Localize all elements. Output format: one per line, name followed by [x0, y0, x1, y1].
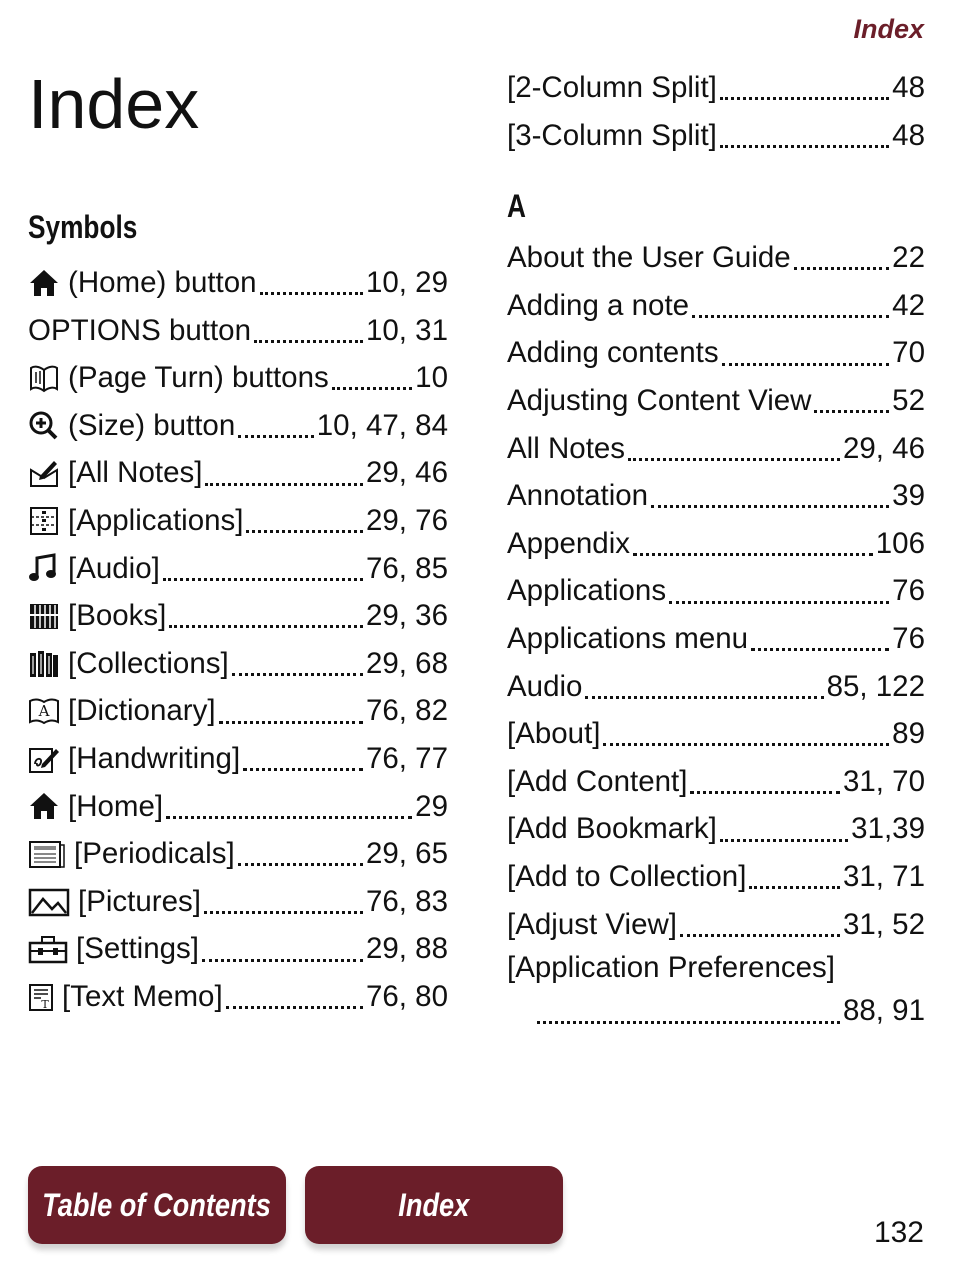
index-entry-applications-text[interactable]: Applications 76 — [507, 574, 925, 608]
index-entry-options-button[interactable]: OPTIONS button 10, 31 — [28, 313, 448, 347]
index-entry-application-preferences[interactable]: [Application Preferences] 88, 91 — [507, 951, 925, 1028]
index-button-label: Index — [398, 1186, 470, 1223]
index-entry-applications[interactable]: [Applications] 29, 76 — [28, 497, 448, 545]
index-entry-handwriting[interactable]: [Handwriting] 76, 77 — [28, 735, 448, 783]
settings-icon — [28, 934, 70, 964]
index-entry-add-content[interactable]: [Add Content] 31, 70 — [507, 764, 925, 798]
zoom-icon — [28, 411, 62, 441]
index-entry-pictures[interactable]: [Pictures] 76, 83 — [28, 878, 448, 926]
index-entry-about[interactable]: [About] 89 — [507, 717, 925, 751]
svg-text:T: T — [41, 997, 49, 1011]
index-entry-all-notes-text[interactable]: All Notes 29, 46 — [507, 431, 925, 465]
page-number: 132 — [873, 1216, 924, 1249]
index-entry-audio-text[interactable]: Audio 85, 122 — [507, 669, 925, 703]
index-entry-dictionary[interactable]: A [Dictionary] 76, 82 — [28, 687, 448, 735]
index-button[interactable] — [305, 1166, 563, 1244]
symbols-section — [28, 203, 448, 1021]
section-heading-a: A — [507, 188, 526, 225]
all-notes-icon — [28, 458, 62, 488]
index-entry-adding-contents[interactable]: Adding contents 70 — [507, 336, 925, 370]
pictures-icon — [28, 887, 72, 917]
home-icon — [28, 268, 62, 298]
index-entry-home-button[interactable]: (Home) button 10, 29 — [28, 259, 448, 307]
index-entry-page-turn-buttons[interactable]: (Page Turn) buttons 10 — [28, 354, 448, 402]
index-entry-adjusting-content-view[interactable]: Adjusting Content View 52 — [507, 383, 925, 417]
index-entry-all-notes[interactable]: [All Notes] 29, 46 — [28, 449, 448, 497]
audio-icon — [28, 553, 62, 583]
index-entry-collections[interactable]: [Collections] 29, 68 — [28, 640, 448, 688]
table-of-contents-label: Table of Contents — [42, 1186, 272, 1223]
index-entry-annotation[interactable]: Annotation 39 — [507, 479, 925, 513]
index-entry-applications-menu[interactable]: Applications menu 76 — [507, 621, 925, 655]
index-entry-home[interactable]: [Home] 29 — [28, 783, 448, 831]
index-column-right — [507, 64, 925, 1034]
index-entry-add-to-collection[interactable]: [Add to Collection] 31, 71 — [507, 859, 925, 893]
dictionary-icon — [28, 696, 62, 726]
index-entry-periodicals[interactable]: [Periodicals] 29, 65 — [28, 830, 448, 878]
applications-icon — [28, 506, 62, 536]
svg-text:A: A — [38, 702, 50, 721]
text-memo-icon — [28, 982, 56, 1012]
index-entry-about-user-guide[interactable]: About the User Guide 22 — [507, 241, 925, 275]
index-entry-appendix[interactable]: Appendix 106 — [507, 526, 925, 560]
page-title: Index — [28, 65, 200, 143]
table-of-contents-button[interactable] — [28, 1166, 286, 1244]
home-icon — [28, 791, 62, 821]
page-turn-icon — [28, 363, 62, 393]
index-entry-adding-a-note[interactable]: Adding a note 42 — [507, 288, 925, 322]
index-entry-2-column-split[interactable]: [2-Column Split] 48 — [507, 71, 925, 104]
index-entry-books[interactable]: [Books] 29, 36 — [28, 592, 448, 640]
index-entry-3-column-split[interactable]: [3-Column Split] 48 — [507, 118, 925, 152]
index-entry-adjust-view[interactable]: [Adjust View] 31, 52 — [507, 907, 925, 941]
collections-icon — [28, 649, 62, 679]
handwriting-icon — [28, 744, 62, 774]
periodicals-icon — [28, 839, 68, 869]
section-heading-symbols: Symbols — [28, 209, 138, 245]
index-entry-settings[interactable]: [Settings] 29, 88 — [28, 925, 448, 973]
index-entry-size-button[interactable]: (Size) button 10, 47, 84 — [28, 402, 448, 450]
index-entry-text-memo[interactable]: T [Text Memo] 76, 80 — [28, 973, 448, 1021]
index-entry-audio[interactable]: [Audio] 76, 85 — [28, 545, 448, 593]
running-head-title: Index — [853, 14, 924, 44]
books-icon — [28, 601, 62, 631]
index-entry-add-bookmark[interactable]: [Add Bookmark] 31,39 — [507, 812, 925, 846]
